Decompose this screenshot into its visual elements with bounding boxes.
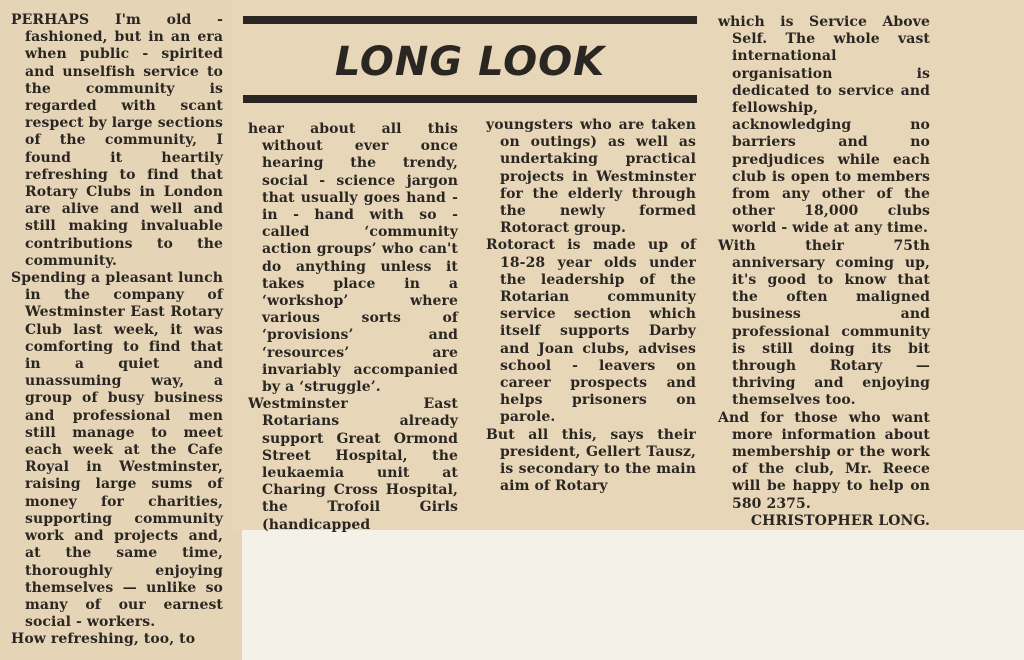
paragraph: But all this, says their president, Gellert Tausz, is secondary to the main aim of Rotary — [486, 426, 696, 495]
paragraph: Spending a pleasant lunch in the company of Westminster East Rotary Club last week, it was comforting to find that in a quiet and unassuming way, a group of busy business and professional men still manage to meet each week at the Cafe Royal in Westminster, raising large sums of money for charities, supporting community work and projects and, at the same time, thoroughly enjoying themselves — unlike so many of our earnest social - workers. — [11, 270, 223, 631]
headline: LONG LOOK — [334, 39, 606, 85]
paragraph: Rotoract is made up of 18-28 year olds under the leadership of the Rotarian community service section which itself supports Darby and Joan clubs, advises school - leavers on career prospects and helps prisoners on parole. — [486, 237, 696, 426]
article-column-4 — [718, 14, 930, 530]
paragraph: Westminster East Rotarians already support Great Ormond Street Hospital, the leukaemia unit at Charing Cross Hospital, the Trofoil Girls (handicapped — [248, 396, 458, 533]
article-column-2 — [248, 121, 458, 534]
headline-rule-top — [243, 16, 697, 24]
paragraph: which is Service Above Self. The whole vast international organisation is dedicated to service and fellowship, acknowledging no barriers and no predjudices while each club is open to members from any other of the other 18,000 clubs world - wide at any time. — [718, 14, 930, 237]
byline: CHRISTOPHER LONG. — [750, 512, 930, 529]
paragraph: With their 75th anniversary coming up, it's good to know that the often maligned business and professional community is still doing its bit through Rotary — thriving and enjoying themselves too. — [718, 237, 930, 409]
paragraph: PERHAPS I'm old - fashioned, but in an era when public - spirited and unselfish service to the community is regarded with scant respect by large sections of the community, I found it heartily refreshing to find that Rotary Clubs in London are alive and well and still making invaluable contributions to the community. — [11, 12, 223, 269]
headline-rule-bottom — [243, 95, 697, 103]
article-column-3 — [486, 117, 696, 495]
paragraph: hear about all this without ever once hearing the trendy, social - science jargon that usually goes hand - in - hand with so - called ‘community action groups’ who can't do anything unless it takes place in a ‘workshop’ where various sorts of ‘provisions’ and ‘resources’ are invariably accompanied by a ‘struggle’. — [248, 121, 458, 396]
paragraph: youngsters who are taken on outings) as well as undertaking practical projects in Westminster for the elderly through the newly formed Rotoract group. — [486, 117, 696, 237]
backing-paper — [242, 530, 1024, 660]
paragraph: And for those who want more information about membership or the work of the club, Mr. Reece will be happy to help on 580 2375. — [718, 409, 930, 512]
article-column-1 — [11, 12, 223, 649]
paragraph: How refreshing, too, to — [11, 631, 196, 648]
